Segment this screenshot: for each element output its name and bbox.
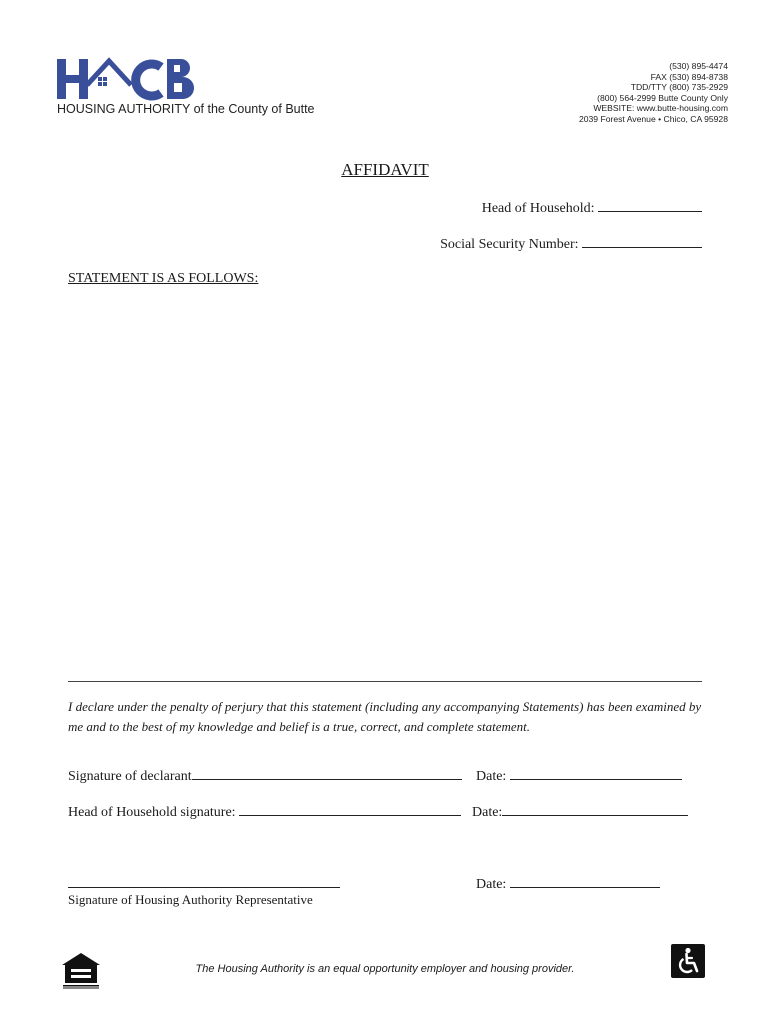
hacb-logo-graphic: [57, 55, 197, 101]
hoh-date-field: [472, 803, 688, 821]
rep-date-blank[interactable]: [510, 875, 660, 888]
rep-date-field: [476, 875, 660, 893]
fax-number: FAX (530) 894-8738: [650, 71, 728, 82]
address: 2039 Forest Avenue • Chico, CA 95928: [578, 113, 728, 124]
declarant-date-blank[interactable]: [510, 767, 682, 780]
statement-heading: STATEMENT IS AS FOLLOWS:: [68, 271, 259, 286]
statement-area[interactable]: [68, 292, 702, 672]
ssn-label: Social Security Number:: [440, 237, 579, 252]
form-title: AFFIDAVIT: [341, 160, 429, 179]
head-of-household-label: Head of Household:: [481, 201, 595, 216]
hoh-signature-label: Head of Household signature:: [68, 805, 236, 820]
rep-date-label: Date:: [476, 877, 507, 892]
hoh-date-label: Date:: [472, 805, 503, 820]
declarant-signature-row: [68, 767, 462, 785]
website: WEBSITE: www.butte-housing.com: [593, 103, 728, 114]
declarant-date-field: [476, 767, 682, 785]
declarant-date-label: Date:: [476, 769, 507, 784]
head-of-household-blank[interactable]: [598, 199, 702, 212]
toll-free-number: (800) 564-2999 Butte County Only: [597, 92, 728, 103]
head-of-household-field: [482, 199, 702, 217]
declarant-signature-label: Signature of declarant: [68, 769, 192, 784]
declarant-signature-blank[interactable]: [192, 767, 462, 780]
rep-signature-label: Signature of Housing Authority Representative: [68, 892, 313, 907]
contact-info: [579, 61, 728, 125]
organization-name: HOUSING AUTHORITY of the County of Butte: [57, 102, 315, 116]
hoh-signature-blank[interactable]: [239, 803, 461, 816]
tdd-number: TDD/TTY (800) 735-2929: [630, 82, 728, 93]
declaration-text: I declare under the penalty of perjury that this statement (including any accompanying Statements) has been examined by me and to the best of my knowledge and belief is a true, correct, and complete statement.: [68, 699, 702, 734]
hoh-signature-row: [68, 803, 461, 821]
wheelchair-accessible-icon: [671, 944, 705, 978]
hoh-date-blank[interactable]: [502, 803, 688, 816]
divider: [68, 681, 702, 682]
ssn-field: [440, 235, 702, 253]
rep-signature-line[interactable]: [68, 887, 340, 888]
equal-opportunity-note: The Housing Authority is an equal opportunity employer and housing provider.: [195, 963, 575, 975]
phone-number: (530) 895-4474: [669, 61, 728, 71]
ssn-blank[interactable]: [582, 235, 702, 248]
hacb-logo: [57, 55, 197, 101]
